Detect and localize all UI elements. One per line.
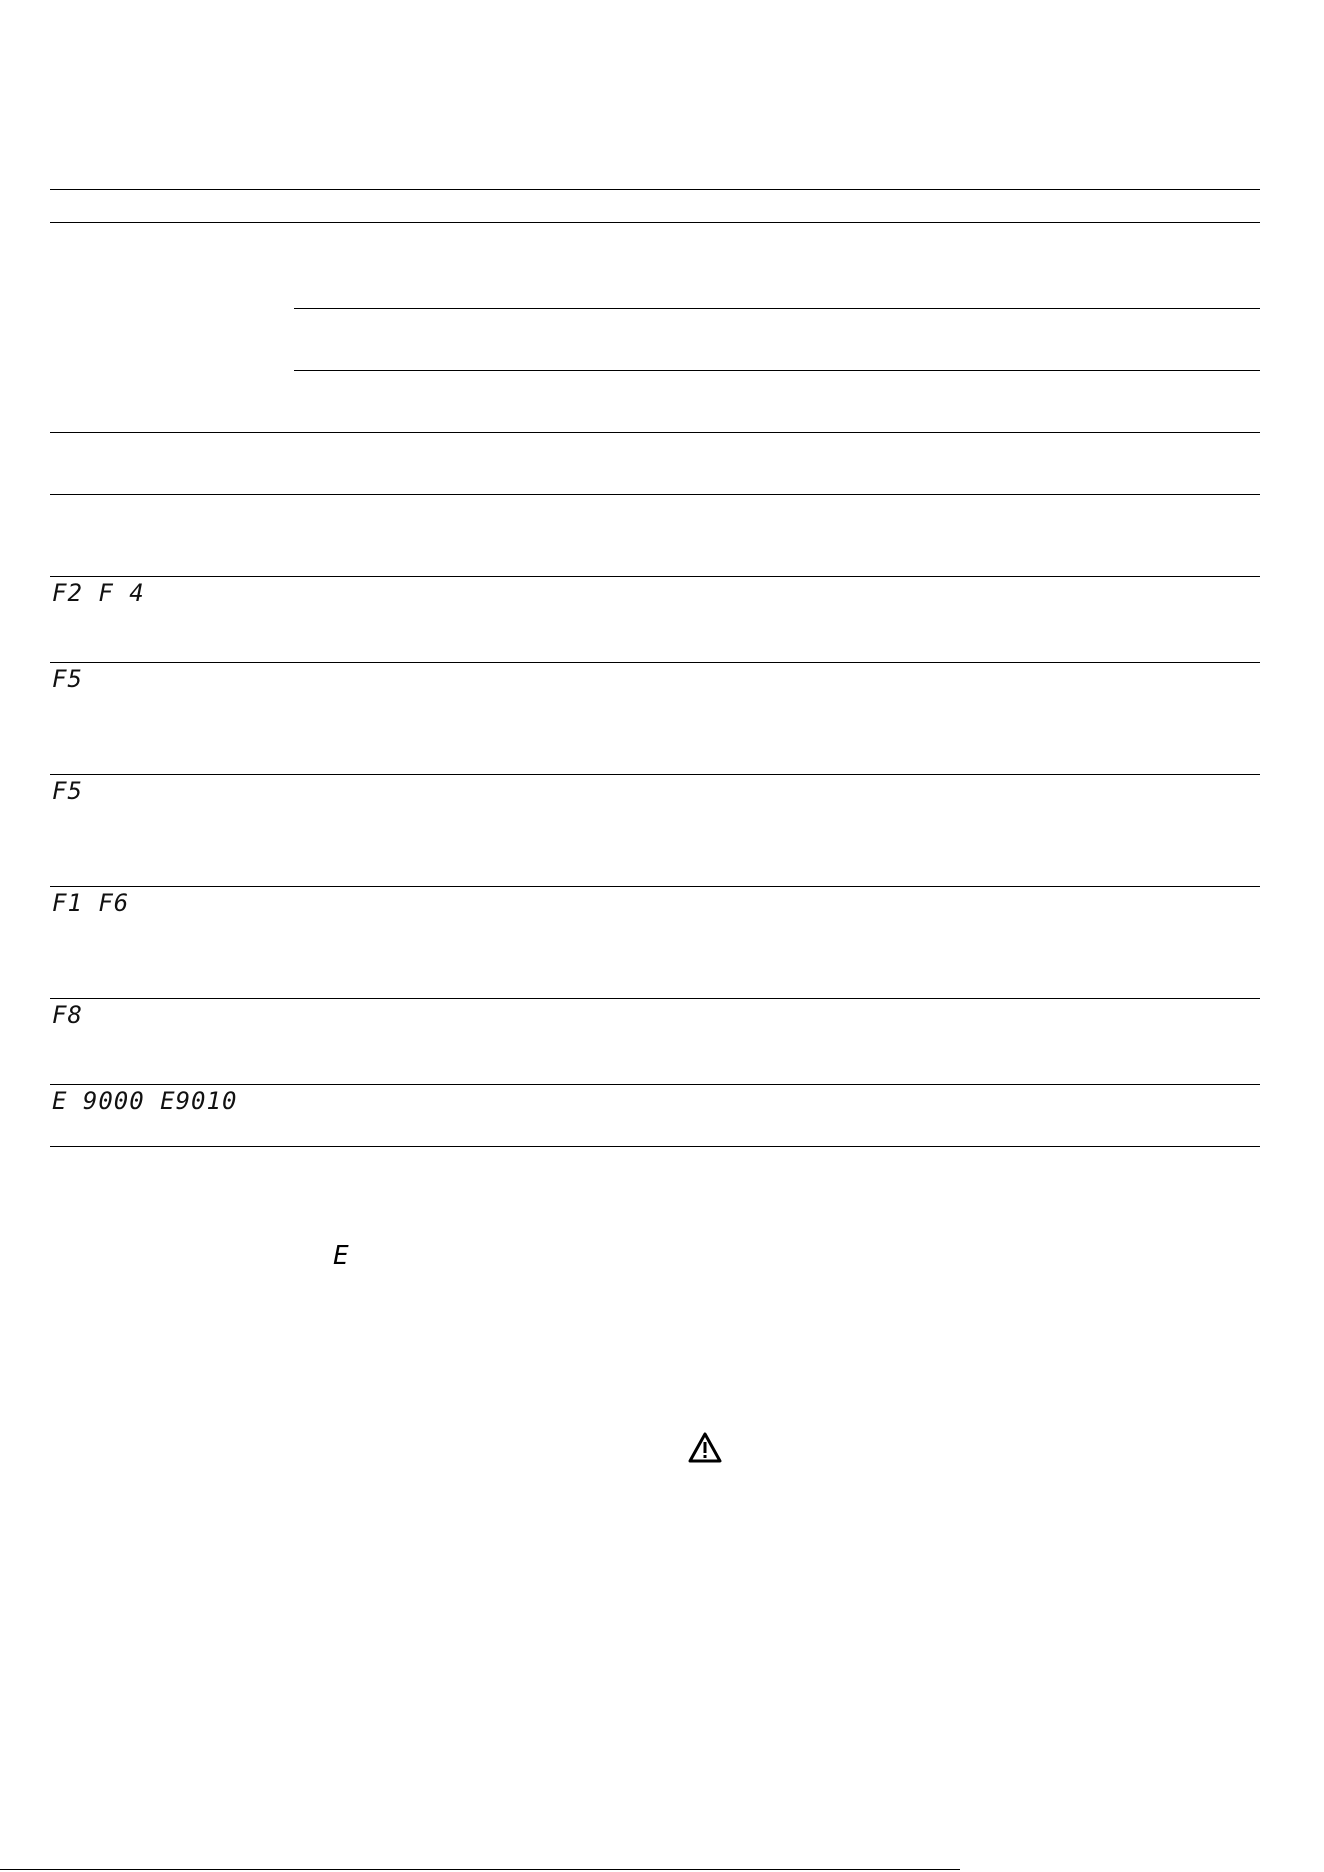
table-row-rule (50, 774, 1260, 775)
error-code-cell: F5 (52, 777, 83, 805)
table-row-rule (50, 998, 1260, 999)
error-code-cell: F2 F 4 (52, 579, 145, 607)
error-code-cell: F5 (52, 665, 83, 693)
table-row-rule (50, 886, 1260, 887)
table-row-rule (50, 432, 1260, 433)
table-subrow-rule (294, 370, 1260, 371)
error-code-cell: F8 (52, 1001, 83, 1029)
table-row-rule (50, 576, 1260, 577)
warning-triangle-icon (688, 1432, 722, 1468)
table-bottom-rule (50, 1146, 1260, 1147)
footer-rule (0, 1869, 960, 1870)
inline-display-symbol: E (333, 1241, 349, 1271)
table-top-rule (50, 189, 1260, 190)
table-row-rule (50, 494, 1260, 495)
error-code-cell: F1 F6 (52, 889, 130, 917)
table-subrow-rule (294, 308, 1260, 309)
table-header-rule (50, 222, 1260, 223)
table-row-rule (50, 662, 1260, 663)
error-code-cell: E 9000 E9010 (52, 1087, 238, 1115)
table-row-rule (50, 1084, 1260, 1085)
